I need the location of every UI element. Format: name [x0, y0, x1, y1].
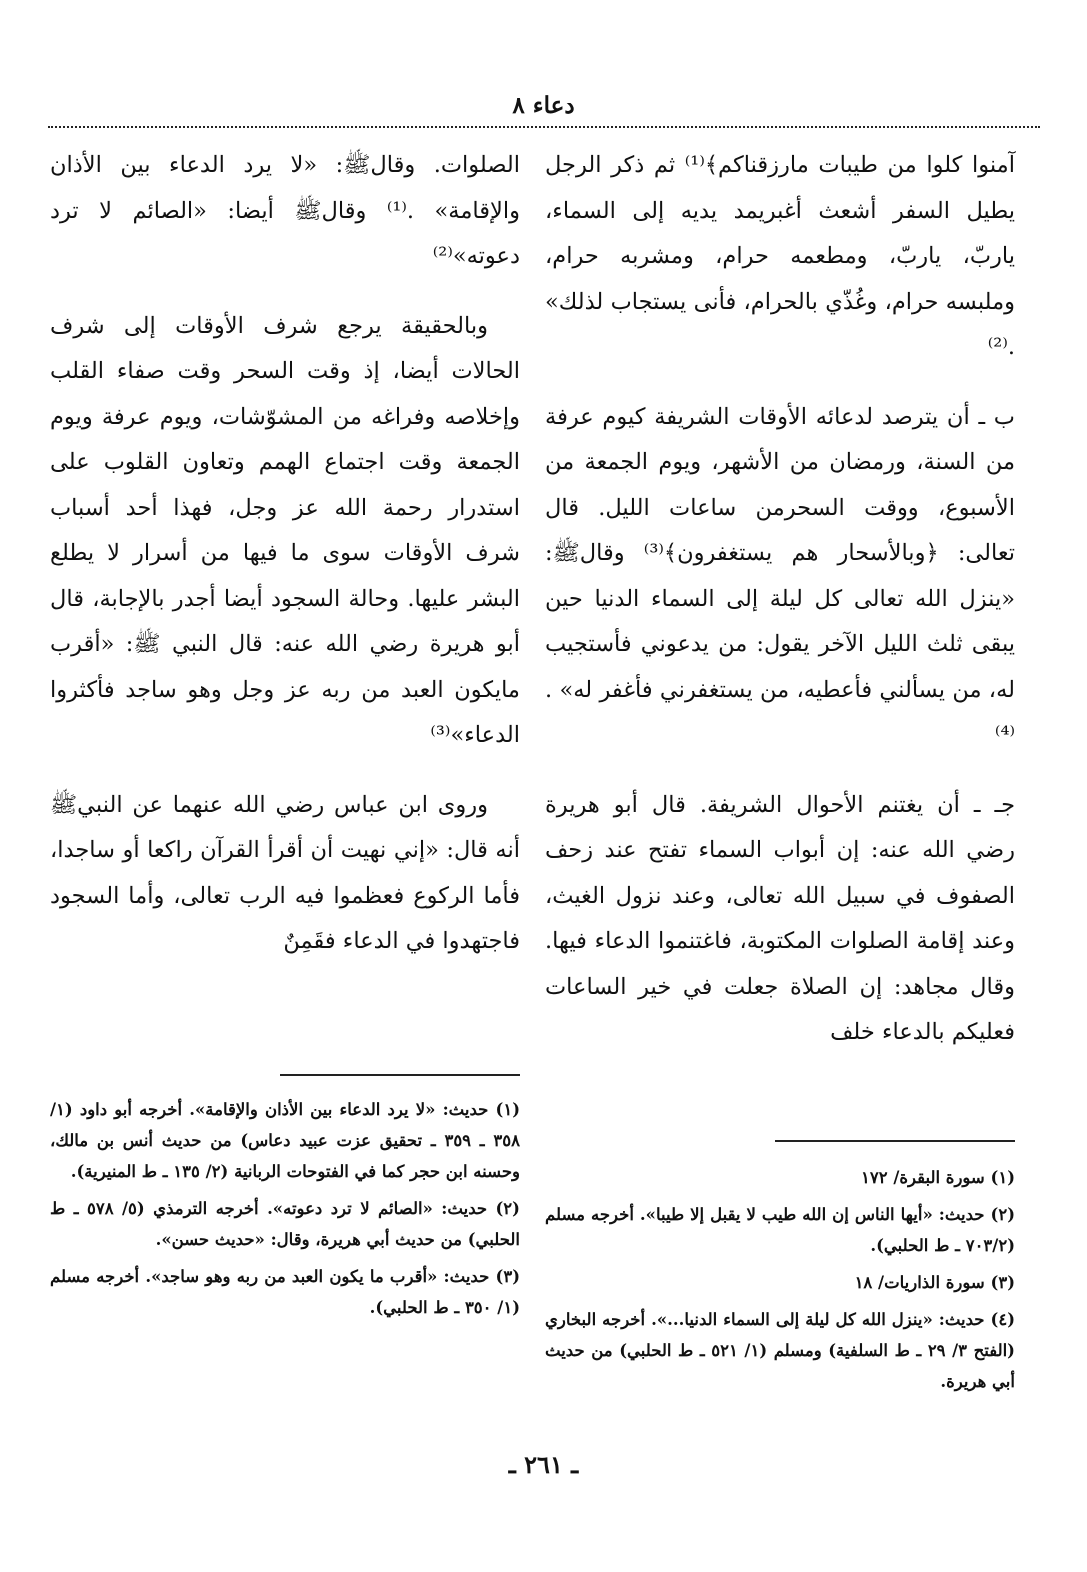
footnote-divider: [775, 1140, 1015, 1142]
footnote-divider: [280, 1074, 520, 1076]
running-title: دعاء ٨: [512, 92, 575, 119]
footnote: (١) سورة البقرة/ ١٧٢: [861, 1168, 1015, 1187]
paragraph: جـ ـ أن يغتنم الأحوال الشريفة. قال أبو هريرة رضي الله عنه: إن أبواب السماء تفتح عند زحف الصفوف في سبيل الله تعالى، وعند نزول الغيث، وعند إقامة الصلوات المكتوبة، فاغتنموا الدعاء فيها. وقال مجاهد: إن الصلاة جعلت في خير الساعات فعليكم بالدعاء خلف: [545, 791, 1015, 1045]
footnote: (٣) سورة الذاريات/ ١٨: [854, 1273, 1015, 1292]
paragraph: الصلوات. وقالﷺ: «لا يرد الدعاء بين الأذان والإقامة» .⁽¹⁾ وقالﷺ أيضا: «الصائم لا ترد دعوته»⁽²⁾: [50, 152, 520, 269]
footnote: (١) حديث: «لا يرد الدعاء بين الأذان والإقامة». أخرجه أبو داود (١/ ٣٥٨ ـ ٣٥٩ ـ تحقيق عزت عبيد دعاس) من حديث أنس بن مالك، وحسنه ابن حجر كما في الفتوحات الربانية (٢/ ١٣٥ ـ ط المنيرية).: [50, 1100, 520, 1181]
left-column: [50, 143, 520, 989]
footnote: (٣) حديث: «أقرب ما يكون العبد من ربه وهو ساجد». أخرجه مسلم (١/ ٣٥٠ ـ ط الحلبي).: [50, 1267, 520, 1317]
paragraph: ب ـ أن يترصد لدعائه الأوقات الشريفة كيوم عرفة من السنة، ورمضان من الأشهر، ويوم الجمعة من الأسبوع، ووقت السحرمن ساعات الليل. قال تعالى: ﴿وبالأسحار هم يستغفرون﴾⁽³⁾ وقالﷺ: «ينزل الله تعالى كل ليلة إلى السماء الدنيا حين يبقى ثلث الليل الآخر يقول: من يدعوني فأستجيب له، من يسألني فأعطيه، من يستغفرني فأغفر له» .⁽⁴⁾: [545, 403, 1016, 748]
paragraph: وروى ابن عباس رضي الله عنهما عن النبيﷺ أنه قال: «إني نهيت أن أقرأ القرآن راكعا أو ساجدا، فأما الركوع فعظموا فيه الرب تعالى، وأما السجود فاجتهدوا في الدعاء فقَمِنٌ: [50, 791, 520, 954]
paragraph: وبالحقيقة يرجع شرف الأوقات إلى شرف الحالات أيضا، إذ وقت السحر وقت صفاء القلب وإخلاصه وفراغه من المشوّشات، ويوم عرفة ويوم الجمعة وقت اجتماع الهمم وتعاون القلوب على استدرار رحمة الله عز وجل، فهذا أحد أسباب شرف الأوقات سوى ما فيها من أسرار لا يطلع البشر عليها. وحالة السجود أيضا أجدر بالإجابة، قال أبو هريرة رضي الله عنه: قال النبي ﷺ: «أقرب مايكون العبد من ربه عز وجل وهو ساجد فأكثروا الدعاء»⁽³⁾: [50, 312, 520, 748]
right-footnotes: [545, 1162, 1015, 1403]
header-divider: [48, 126, 1040, 128]
footnote: (٢) حديث: «أيها الناس إن الله طيب لا يقبل إلا طيبا». أخرجه مسلم (٧٠٣/٢ ـ ط الحلبي).: [545, 1205, 1015, 1255]
page-number: ـ ٢٦١ ـ: [508, 1450, 579, 1479]
left-footnotes: [50, 1094, 520, 1329]
footnote: (٢) حديث: «الصائم لا ترد دعوته». أخرجه الترمذي (٥/ ٥٧٨ ـ ط الحلبي) من حديث أبي هريرة، وقال: «حديث حسن».: [50, 1199, 520, 1249]
footnote: (٤) حديث: «ينزل الله كل ليلة إلى السماء الدنيا...». أخرجه البخاري (الفتح ٣/ ٢٩ ـ ط السلفية) ومسلم (١/ ٥٢١ ـ ط الحلبي) من حديث أبي هريرة.: [545, 1310, 1015, 1391]
paragraph: آمنوا كلوا من طيبات مارزقناكم﴾⁽¹⁾ ثم ذكر الرجل يطيل السفر أشعث أغبريمد يديه إلى السماء، ياربّ، ياربّ، ومطعمه حرام، ومشربه حرام، وملبسه حرام، وغُذّي بالحرام، فأنى يستجاب لذلك» .⁽²⁾: [545, 152, 1015, 360]
right-column: [545, 143, 1015, 1080]
